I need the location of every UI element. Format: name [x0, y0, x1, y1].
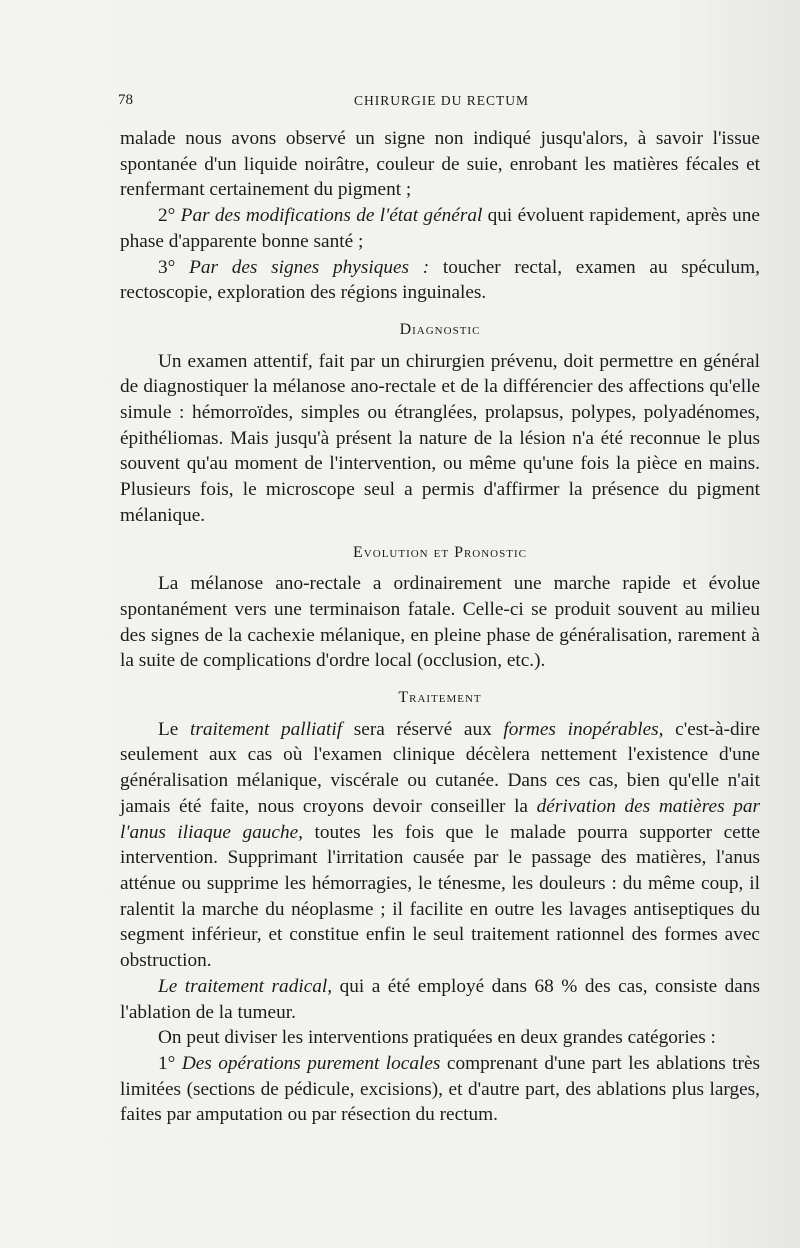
paragraph-text: Le [158, 718, 191, 740]
paragraph-text: toutes les fois que le malade pourra supporter cette intervention. Supprimant l'irritation causée par le passage des matières, l'anus atténue ou supprime les hémorragies, le ténesme, les douleurs : du même coup, il ralentit la marche du néoplasme ; il facilite en outre les lavages antiseptiques du segment inférieur, et constitue enfin le seul traitement rationnel des formes avec obstruction. [120, 821, 760, 972]
paragraph-text: c'est-à-dire seulement aux cas où l'examen clinique décèlera nettement l'existence d'une généralisation mélanique, viscérale ou cutanée. Dans ces cas, bien qu'elle n'ait jamais été faite, nous croyons devoir conseiller la [120, 718, 761, 817]
list-number: 2° [158, 205, 181, 227]
paragraph-text: sera réservé aux [342, 718, 504, 740]
page-body [120, 126, 760, 1128]
page-header [118, 92, 758, 116]
paragraph: On peut diviser les interventions pratiquées en deux grandes catégories : [158, 1027, 716, 1049]
emphasis: Des opérations purement locales [181, 1052, 441, 1074]
list-number: 3° [158, 256, 190, 278]
paragraph-text: qui évoluent rapidement, après une phase d'apparente bonne santé ; [120, 205, 760, 252]
emphasis: Par des signes physiques : [189, 256, 430, 278]
emphasis: Par des modifications de l'état général [180, 205, 483, 227]
emphasis: Le traitement radical, [158, 975, 333, 997]
paragraph: La mélanose ano-rectale a ordinairement une marche rapide et évolue spontanément vers une terminaison fatale. Celle-ci se produit souvent au milieu des signes de la cachexie mélanique, en pleine phase de généralisation, rarement à la suite de complications d'ordre local (occlusion, etc.). [120, 573, 760, 672]
paragraph [120, 203, 760, 254]
section-heading-traitement: Traitement [398, 689, 482, 707]
list-number: 1° [158, 1052, 182, 1074]
paragraph [120, 1051, 760, 1128]
paragraph [120, 974, 760, 1025]
emphasis: traitement palliatif [190, 718, 343, 740]
page-number: 78 [118, 92, 133, 108]
paragraph-text: qui a été employé dans 68 % des cas, consiste dans l'ablation de la tumeur. [120, 975, 760, 1023]
paragraph: Un examen attentif, fait par un chirurgien prévenu, doit permettre en général de diagnostiquer la mélanose ano-rectale et de la différencier des affections qu'elle simule : hémorroïdes, simples ou étranglées, prolapsus, polypes, polyadénomes, épithéliomas. Mais jusqu'à présent la nature de la lésion n'a été reconnue le plus souvent qu'au moment de l'intervention, ou même qu'une fois la pièce en mains. Plusieurs fois, le microscope seul a permis d'affirmer la présence du pigment mélanique. [120, 350, 760, 526]
paragraph-text: toucher rectal, examen au spéculum, rectoscopie, exploration des régions inguinales. [120, 256, 760, 304]
section-heading-evolution: Evolution et Pronostic [353, 543, 527, 561]
emphasis: formes inopérables, [503, 718, 664, 740]
section-heading-diagnostic: Diagnostic [399, 320, 481, 338]
emphasis: dérivation des matières par l'anus iliaque gauche, [120, 795, 761, 843]
paragraph: malade nous avons observé un signe non indiqué jusqu'alors, à savoir l'issue spontanée d'un liquide noirâtre, couleur de suie, enrobant les matières fécales et renfermant certainement du pigment ; [120, 128, 760, 201]
paragraph-text: comprenant d'une part les ablations très limitées (sections de pédicule, excisions), et d'autre part, des ablations plus larges, faites par amputation ou par résection du rectum. [120, 1052, 761, 1126]
paragraph [120, 255, 760, 306]
paragraph [120, 717, 760, 974]
running-head: CHIRURGIE DU RECTUM [354, 93, 530, 108]
